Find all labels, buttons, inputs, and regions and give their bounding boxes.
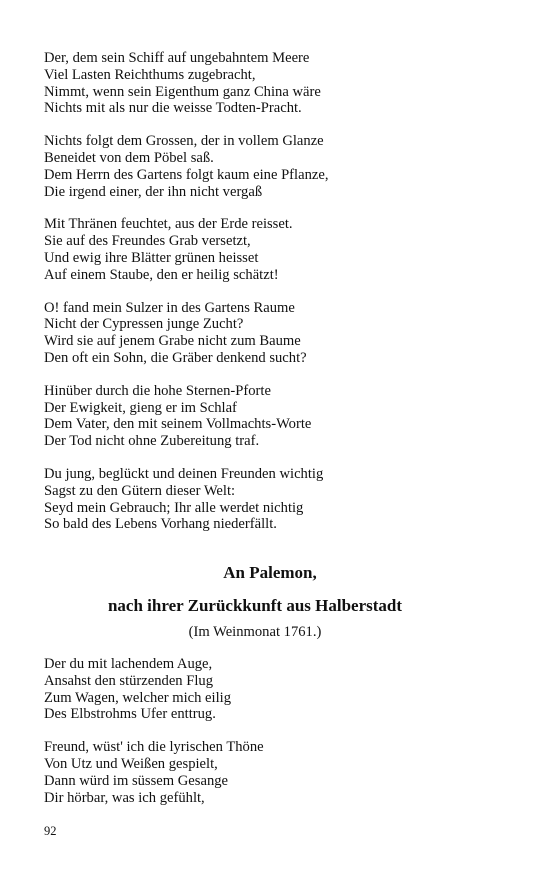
verse-line: Viel Lasten Reichthums zugebracht, (44, 66, 256, 83)
verse-line: Des Elbstrohms Ufer enttrug. (44, 706, 216, 723)
verse-line: Den oft ein Sohn, die Gräber denkend sucht? (44, 349, 307, 366)
stanza (44, 466, 514, 533)
stanza (44, 50, 514, 117)
verse-line: Hinüber durch die hohe Sternen-Pforte (44, 382, 271, 399)
verse-line: Dem Herrn des Gartens folgt kaum eine Pflanze, (44, 166, 329, 183)
stanza (44, 300, 514, 367)
poem-title: An Palemon, (223, 563, 317, 582)
verse-line: Dann würd im süssem Gesange (44, 772, 229, 789)
verse-line: Sagst zu den Gütern dieser Welt: (44, 482, 236, 499)
stanza (44, 133, 514, 200)
verse-line: Mit Thränen feuchtet, aus der Erde reisset. (44, 216, 293, 233)
verse-line: Nicht der Cypressen junge Zucht? (44, 316, 244, 333)
verse-line: Wird sie auf jenem Grabe nicht zum Baume (44, 333, 301, 350)
stanza (44, 216, 514, 283)
verse-line: Beneidet von dem Pöbel saß. (44, 149, 214, 166)
poem-date: (Im Weinmonat 1761.) (188, 624, 322, 640)
stanza (44, 383, 514, 450)
verse-line: Sie auf des Freundes Grab versetzt, (44, 233, 251, 250)
verse-line: Dem Vater, den mit seinem Vollmachts-Worte (44, 416, 312, 433)
previous-poem-stanzas (44, 50, 514, 549)
poem-subtitle: nach ihrer Zurückkunft aus Halberstadt (107, 596, 403, 615)
verse-line: So bald des Lebens Vorhang niederfällt. (44, 516, 277, 533)
poem-stanzas (44, 656, 514, 822)
verse-line: Von Utz und Weißen gespielt, (44, 755, 218, 772)
stanza (44, 656, 514, 723)
verse-line: Du jung, beglückt und deinen Freunden wichtig (44, 465, 324, 482)
verse-line: Freund, wüst' ich die lyrischen Thöne (44, 739, 264, 756)
verse-line: O! fand mein Sulzer in des Gartens Raume (44, 299, 295, 316)
verse-line: Der Tod nicht ohne Zubereitung traf. (44, 433, 260, 450)
verse-line: Nichts folgt dem Grossen, der in vollem Glanze (44, 133, 324, 150)
verse-line: Und ewig ihre Blätter grünen heisset (44, 249, 259, 266)
verse-line: Der, dem sein Schiff auf ungebahntem Meere (44, 50, 310, 66)
stanza (44, 739, 514, 806)
verse-line: Dir hörbar, was ich gefühlt, (44, 789, 205, 806)
verse-line: Der du mit lachendem Auge, (44, 656, 213, 672)
verse-line: Nimmt, wenn sein Eigenthum ganz China wäre (44, 83, 321, 100)
verse-line: Der Ewigkeit, gieng er im Schlaf (44, 399, 237, 416)
verse-line: Ansahst den stürzenden Flug (44, 672, 214, 689)
verse-line: Seyd mein Gebrauch; Ihr alle werdet nichtig (44, 499, 304, 516)
verse-line: Zum Wagen, welcher mich eilig (44, 689, 231, 706)
page-number: 92 (44, 824, 57, 838)
verse-line: Auf einem Staube, den er heilig schätzt! (44, 266, 279, 283)
verse-line: Nichts mit als nur die weisse Todten-Pracht. (44, 100, 302, 117)
verse-line: Die irgend einer, der ihn nicht vergaß (44, 183, 263, 200)
